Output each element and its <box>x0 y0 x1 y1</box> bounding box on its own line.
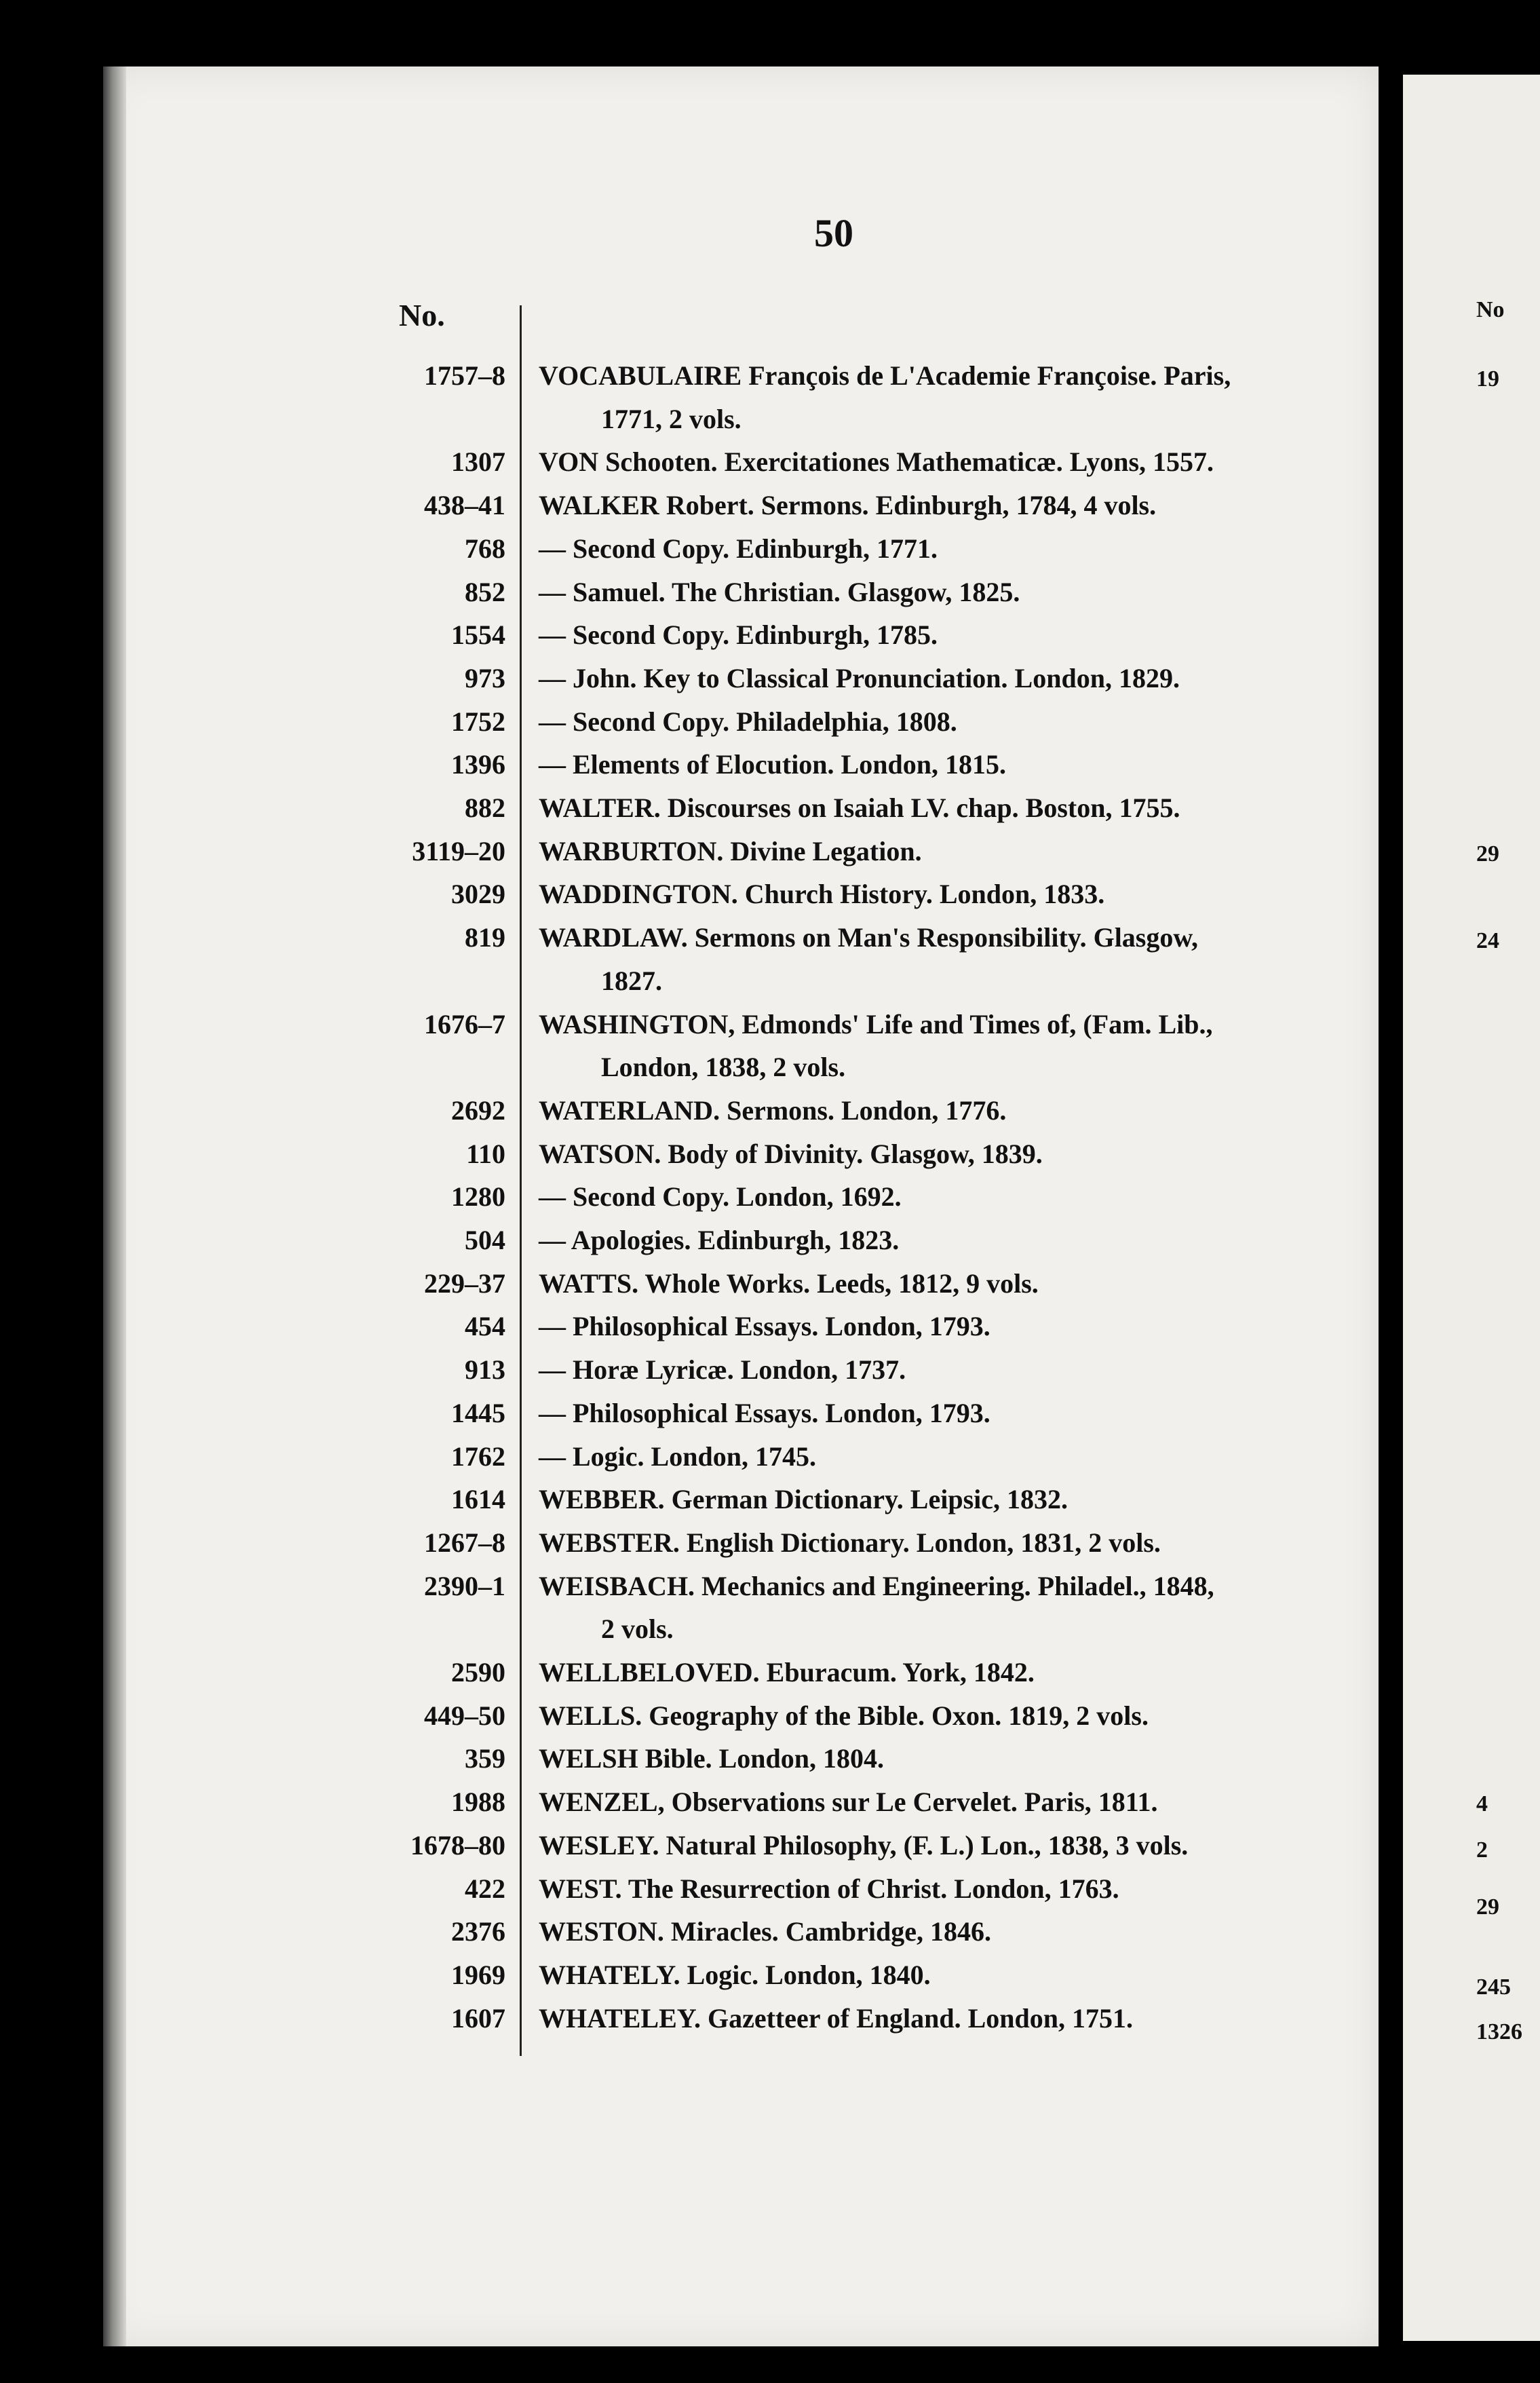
catalog-row <box>0 1786 1540 1829</box>
catalog-row <box>0 1310 1540 1354</box>
catalog-entry-text: VOCABULAIRE François de L'Academie Françoise. Paris, <box>539 360 1231 391</box>
catalog-row <box>0 748 1540 792</box>
catalog-row <box>0 1094 1540 1138</box>
catalog-number: 852 <box>465 576 505 607</box>
catalog-row <box>0 1051 1540 1094</box>
catalog-entry-text: WEISBACH. Mechanics and Engineering. Philadel., 1848, <box>539 1570 1214 1601</box>
catalog-row <box>0 1570 1540 1614</box>
catalog-number: 1445 <box>451 1397 505 1428</box>
adjacent-page-text: No <box>1476 297 1505 322</box>
catalog-number: 1762 <box>451 1441 505 1472</box>
catalog-entry-text: WATSON. Body of Divinity. Glasgow, 1839. <box>539 1138 1043 1169</box>
catalog-row <box>0 1829 1540 1873</box>
catalog-number: 1752 <box>451 706 505 737</box>
catalog-entry-text: — Logic. London, 1745. <box>539 1441 816 1472</box>
catalog-entry-text: WALKER Robert. Sermons. Edinburgh, 1784, 4 vols. <box>539 490 1157 521</box>
catalog-row <box>0 360 1540 403</box>
catalog-row <box>0 1354 1540 1397</box>
catalog-entry-text: London, 1838, 2 vols. <box>601 1052 846 1083</box>
catalog-entry-text: VON Schooten. Exercitationes Mathematicæ. Lyons, 1557. <box>539 446 1214 478</box>
catalog-number: 1267–8 <box>424 1527 505 1558</box>
catalog-number: 449–50 <box>424 1700 505 1731</box>
catalog-entry-text: 1827. <box>601 965 662 996</box>
catalog-entry-text: — Philosophical Essays. London, 1793. <box>539 1397 990 1428</box>
catalog-number: 1757–8 <box>424 360 505 391</box>
catalog-entry-text: — Elements of Elocution. London, 1815. <box>539 749 1006 780</box>
catalog-entry-text: — Philosophical Essays. London, 1793. <box>539 1311 990 1342</box>
catalog-number: 438–41 <box>424 490 505 521</box>
catalog-number: 110 <box>466 1138 505 1169</box>
catalog-entry-text: — Second Copy. Edinburgh, 1785. <box>539 619 938 651</box>
catalog-entry-text: 2 vols. <box>601 1614 674 1645</box>
catalog-row <box>0 835 1540 879</box>
catalog-row <box>0 1181 1540 1224</box>
catalog-number: 1988 <box>451 1787 505 1818</box>
catalog-entry-text: WESLEY. Natural Philosophy, (F. L.) Lon., 1838, 3 vols. <box>539 1829 1189 1861</box>
catalog-row <box>0 1397 1540 1441</box>
catalog-entry-text: — Apologies. Edinburgh, 1823. <box>539 1225 900 1255</box>
catalog-entry-text: WATTS. Whole Works. Leeds, 1812, 9 vols. <box>539 1267 1039 1299</box>
catalog-number: 1607 <box>451 2002 505 2034</box>
catalog-number: 2390–1 <box>424 1570 505 1601</box>
adjacent-page-text: 29 <box>1476 841 1499 866</box>
catalog-number: 504 <box>465 1225 505 1255</box>
catalog-entry-text: WESTON. Miracles. Cambridge, 1846. <box>539 1916 992 1947</box>
adjacent-page-text: 19 <box>1476 366 1499 392</box>
adjacent-page-text: 2 <box>1476 1837 1488 1863</box>
catalog-number: 1554 <box>451 619 505 651</box>
adjacent-page-text: 24 <box>1476 928 1499 953</box>
adjacent-page-text: 29 <box>1476 1894 1499 1920</box>
catalog-row <box>0 619 1540 662</box>
catalog-entry-text: WHATELEY. Gazetteer of England. London, 1751. <box>539 2002 1134 2034</box>
catalog-entry-text: — John. Key to Classical Pronunciation. London, 1829. <box>539 662 1180 693</box>
catalog-number: 913 <box>465 1354 505 1386</box>
catalog-number: 2692 <box>451 1094 505 1126</box>
catalog-row <box>0 792 1540 835</box>
catalog-row <box>0 1700 1540 1743</box>
catalog-entry-text: WARBURTON. Divine Legation. <box>539 835 922 866</box>
catalog-entry-text: WELLS. Geography of the Bible. Oxon. 1819, 2 vols. <box>539 1700 1149 1731</box>
catalog-number: 229–37 <box>424 1267 505 1299</box>
catalog-row <box>0 403 1540 446</box>
adjacent-page-text: 245 <box>1476 1975 1511 2000</box>
page-number: 50 <box>814 211 853 255</box>
column-header-no: No. <box>399 298 445 332</box>
catalog-number: 454 <box>465 1311 505 1342</box>
catalog-entry-text: WEBBER. German Dictionary. Leipsic, 1832. <box>539 1484 1068 1515</box>
catalog-entry-text: 1771, 2 vols. <box>601 403 742 434</box>
catalog-row <box>0 1008 1540 1052</box>
catalog-number: 1678–80 <box>410 1829 505 1861</box>
catalog-number: 973 <box>465 662 505 693</box>
catalog-row <box>0 662 1540 706</box>
catalog-entry-text: — Second Copy. London, 1692. <box>539 1181 902 1213</box>
catalog-number: 2376 <box>451 1916 505 1947</box>
catalog-number: 1614 <box>451 1484 505 1515</box>
catalog-number: 1280 <box>451 1181 505 1213</box>
catalog-row <box>0 1483 1540 1527</box>
catalog-row <box>0 878 1540 921</box>
catalog-number: 2590 <box>451 1657 505 1688</box>
catalog-row <box>0 446 1540 489</box>
catalog-entry-text: WEBSTER. English Dictionary. London, 1831, 2 vols. <box>539 1527 1161 1558</box>
catalog-row <box>0 1656 1540 1700</box>
catalog-number: 1307 <box>451 446 505 478</box>
catalog-row <box>0 1742 1540 1786</box>
catalog-number: 819 <box>465 922 505 953</box>
catalog-number: 1396 <box>451 749 505 780</box>
catalog-number: 1676–7 <box>424 1008 505 1040</box>
catalog-entry-text: WATERLAND. Sermons. London, 1776. <box>539 1094 1007 1126</box>
catalog-entry-text: WASHINGTON, Edmonds' Life and Times of, (Fam. Lib., <box>539 1008 1213 1040</box>
catalog-number: 422 <box>465 1873 505 1904</box>
catalog-entry-text: — Second Copy. Edinburgh, 1771. <box>539 533 938 564</box>
adjacent-page-text: 1326 <box>1476 2019 1522 2044</box>
adjacent-page-text: 4 <box>1476 1791 1488 1816</box>
catalog-entry-text: WENZEL, Observations sur Le Cervelet. Paris, 1811. <box>539 1787 1158 1818</box>
catalog-entry-text: — Second Copy. Philadelphia, 1808. <box>539 706 957 737</box>
catalog-number: 359 <box>465 1743 505 1774</box>
catalog-row <box>0 1224 1540 1267</box>
catalog-number: 3119–20 <box>412 835 505 866</box>
catalog-row <box>0 1267 1540 1311</box>
catalog-row <box>0 1527 1540 1570</box>
catalog-row <box>0 1613 1540 1656</box>
catalog-row <box>0 965 1540 1008</box>
catalog-number: 768 <box>465 533 505 564</box>
catalog-row <box>0 1959 1540 2002</box>
catalog-row <box>0 706 1540 749</box>
catalog-entry-text: WARDLAW. Sermons on Man's Responsibility. Glasgow, <box>539 922 1199 953</box>
catalog-entry-text: WELSH Bible. London, 1804. <box>539 1743 885 1774</box>
catalog-entry-text: WALTER. Discourses on Isaiah LV. chap. Boston, 1755. <box>539 793 1180 823</box>
catalog-number: 3029 <box>451 879 505 910</box>
catalog-row <box>0 2002 1540 2046</box>
catalog-row <box>0 489 1540 533</box>
catalog-entry-text: WHATELY. Logic. London, 1840. <box>539 1959 931 1990</box>
catalog-row <box>0 1873 1540 1916</box>
catalog-row <box>0 576 1540 619</box>
catalog-number: 882 <box>465 793 505 823</box>
catalog-number: 1969 <box>451 1959 505 1990</box>
catalog-row <box>0 1441 1540 1484</box>
catalog-row <box>0 1138 1540 1181</box>
catalog-entry-text: WADDINGTON. Church History. London, 1833. <box>539 879 1105 910</box>
catalog-entry-text: WEST. The Resurrection of Christ. London, 1763. <box>539 1873 1119 1904</box>
catalog-entry-text: — Horæ Lyricæ. London, 1737. <box>539 1354 906 1386</box>
catalog-entry-text: — Samuel. The Christian. Glasgow, 1825. <box>539 576 1020 607</box>
catalog-row <box>0 921 1540 965</box>
catalog-row <box>0 1915 1540 1959</box>
catalog-entry-text: WELLBELOVED. Eburacum. York, 1842. <box>539 1657 1035 1688</box>
catalog-row <box>0 533 1540 576</box>
